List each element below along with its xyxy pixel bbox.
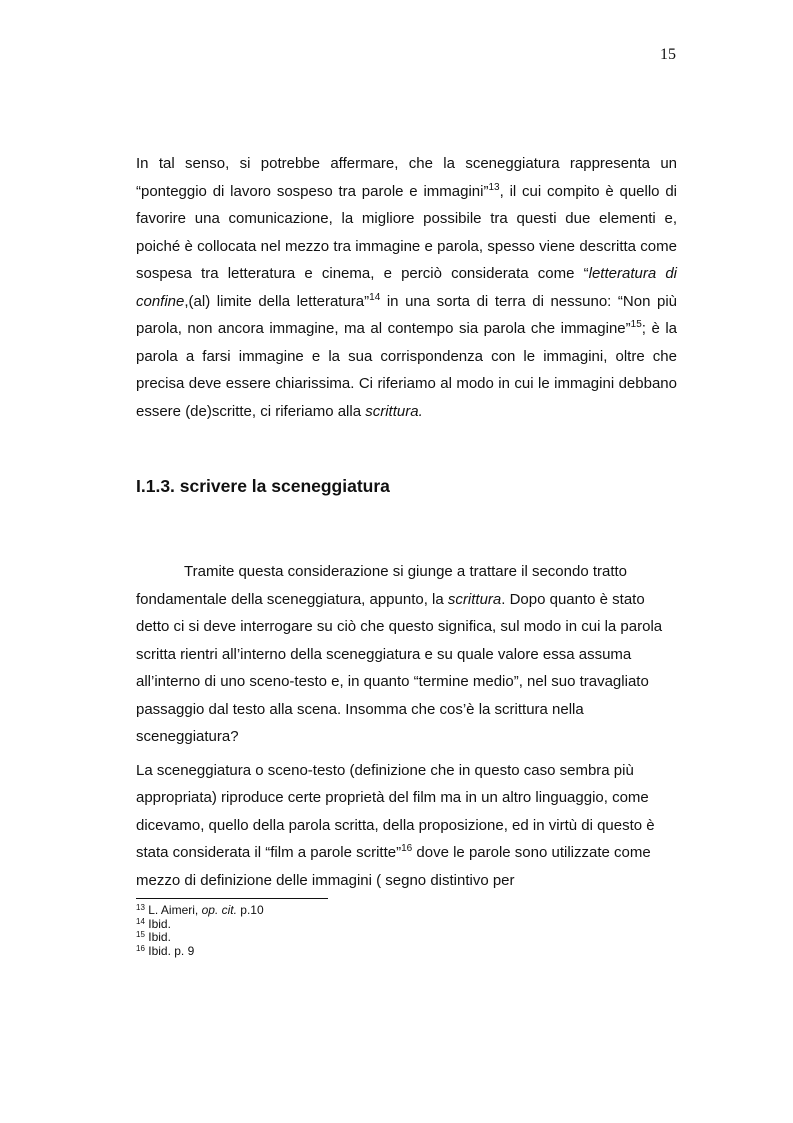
footnote-text: Ibid. [144,916,171,931]
footnote-14 [136,918,677,932]
section-heading: I.1.3. scrivere la sceneggiatura [136,476,390,496]
text-run: in una sorta di terra di nessuno: “Non più parola, non ancora immagine, ma al contempo sia parola che immagine” [136,292,678,337]
paragraph-2 [136,558,677,751]
text-run: , il cui compito è quello di favorire una comunicazione, la migliore possibile tra questi due elementi e, poiché è collocata nel mezzo tra immagine e parola, spesso viene descritta come sospesa tra letteratura e cinema, e perciò considerata come “ [136,182,677,282]
text-run: ,(al) limite della letteratura” [184,292,370,310]
footnote-ref-13: 13 [488,181,500,193]
footnote-text: p.10 [236,903,264,917]
italic-run: scrittura. [365,402,423,420]
footnote-number: 15 [136,930,145,939]
text-run: ; è la parola a farsi immagine e la sua corrispondenza con le immagini, oltre che precisa deve essere chiarissima. Ci riferiamo al modo in cui le immagini debbano essere (de)scritte, ci riferiamo alla [136,320,677,420]
main-text [136,150,677,894]
paragraph-3 [136,757,677,895]
text-run: Tramite questa considerazione si giunge a trattare il secondo tratto fondamentale della sceneggiatura, appunto, la [136,563,628,608]
footnote-13 [136,904,677,918]
paragraph-1 [136,150,677,425]
footnotes [136,904,677,958]
text-run: La sceneggiatura o sceno-testo (definizione che in questo caso sembra più appropriata) riproduce certe proprietà del film ma in un altro linguaggio, come dicevamo, quello della parola scritta, della proposizione, ed in virtù di questo è stata considerata il “film a parole scritte” [136,761,655,861]
footnote-number: 13 [136,903,145,912]
footnote-text: Ibid. p. 9 [144,943,195,958]
footnote-ref-16: 16 [401,843,413,854]
footnote-text: L. Aimeri, [144,903,202,917]
italic-run: scrittura [447,590,502,608]
text-run: dove le parole sono utilizzate come mezzo di definizione delle immagini ( segno distintivo per [136,844,651,889]
italic-run: letteratura di confine [136,265,677,310]
footnote-text: Ibid. [144,930,171,944]
text-run: In tal senso, si potrebbe affermare, che la sceneggiatura rappresenta un “ponteggio di lavoro sospeso tra parole e immagini” [136,155,677,200]
footnote-number: 16 [136,943,145,953]
text-run: . Dopo quanto è stato detto ci si deve interrogare su ciò che questo significa, sul modo in cui la parola scritta rientri all’interno della sceneggiatura e su quale valore essa assuma all’interno di uno sceno-testo e, in quanto “termine medio”, nel suo travagliato passaggio dal testo alla scena. Insomma che cos’è la scrittura nella sceneggiatura? [136,590,663,745]
page-number: 15 [660,46,676,63]
footnote-separator [136,898,328,899]
footnote-ref-14: 14 [369,291,381,303]
footnote-italic: op. cit. [201,903,237,917]
footnote-16 [136,945,677,959]
footnote-15 [136,931,677,945]
footnote-ref-15: 15 [630,319,642,330]
footnote-number: 14 [136,916,145,926]
